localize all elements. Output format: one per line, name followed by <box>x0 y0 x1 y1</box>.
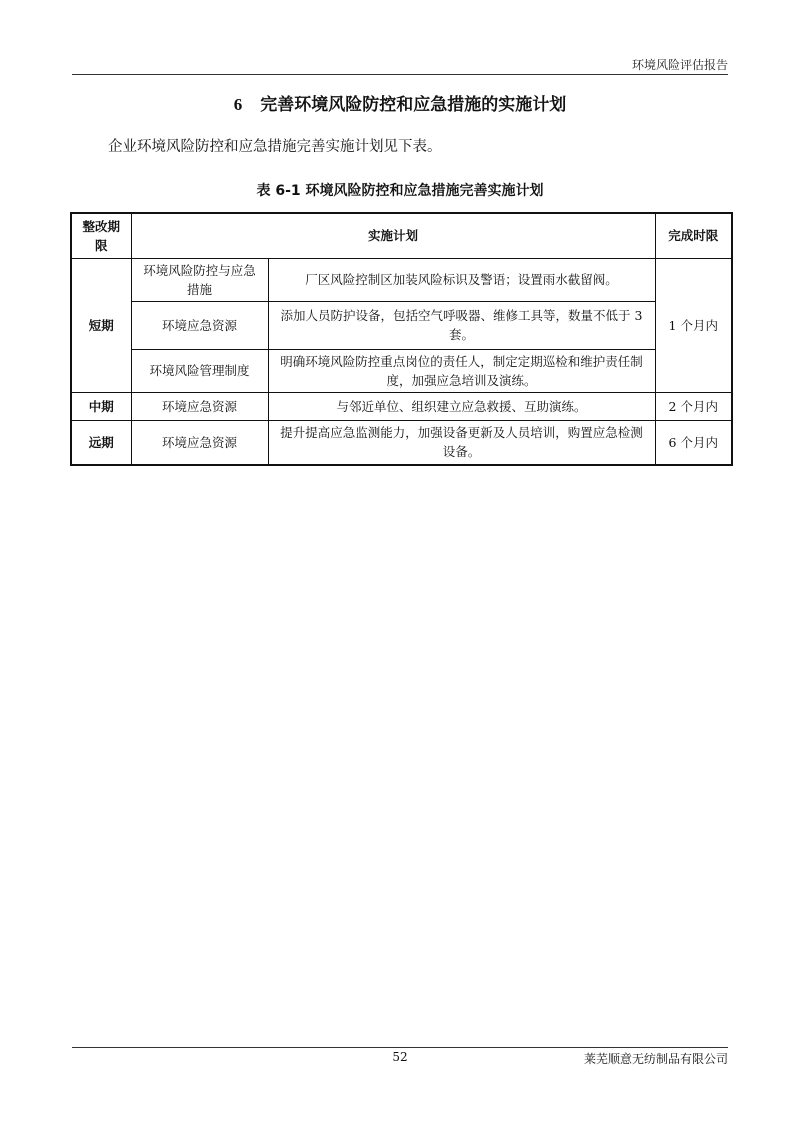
section-title: 完善环境风险防控和应急措施的实施计划 <box>260 95 567 115</box>
measure-cell: 明确环境风险防控重点岗位的责任人，制定定期巡检和维护责任制度，加强应急培训及演练。 <box>268 349 655 392</box>
term-cell-long: 远期 <box>71 420 131 465</box>
category-cell: 环境风险管理制度 <box>131 349 268 392</box>
category-cell: 环境应急资源 <box>131 420 268 465</box>
implementation-plan-table <box>70 212 733 466</box>
intro-paragraph: 企业环境风险防控和应急措施完善实施计划见下表。 <box>108 139 442 155</box>
term-cell-short: 短期 <box>71 258 131 392</box>
table-row <box>71 349 732 392</box>
section-heading <box>72 90 728 115</box>
measure-cell: 添加人员防护设备，包括空气呼吸器、维修工具等，数量不低于 3 套。 <box>268 301 655 349</box>
header-plan: 实施计划 <box>131 213 655 258</box>
footer-company: 莱芜顺意无纺制品有限公司 <box>583 1052 728 1066</box>
term-cell-mid: 中期 <box>71 392 131 420</box>
deadline-cell-long: 6 个月内 <box>655 420 732 465</box>
deadline-cell-mid: 2 个月内 <box>655 392 732 420</box>
deadline-cell-short: 1 个月内 <box>655 258 732 392</box>
header-divider <box>72 74 728 75</box>
table-row <box>71 392 732 420</box>
measure-cell: 厂区风险控制区加装风险标识及警语；设置雨水截留阀。 <box>268 258 655 301</box>
category-cell: 环境应急资源 <box>131 392 268 420</box>
category-cell: 环境应急资源 <box>131 301 268 349</box>
header-term: 整改期限 <box>71 213 131 258</box>
page-number: 52 <box>392 1050 408 1064</box>
table-row <box>71 301 732 349</box>
measure-cell: 提升提高应急监测能力，加强设备更新及人员培训，购置应急检测设备。 <box>268 420 655 465</box>
running-header: 环境风险评估报告 <box>631 58 728 72</box>
header-deadline: 完成时限 <box>655 213 732 258</box>
measure-cell: 与邻近单位、组织建立应急救援、互助演练。 <box>268 392 655 420</box>
section-number: 6 <box>233 95 243 114</box>
table-row <box>71 420 732 465</box>
category-cell: 环境风险防控与应急措施 <box>131 258 268 301</box>
table-caption: 表 6-1 环境风险防控和应急措施完善实施计划 <box>256 183 544 199</box>
footer-divider <box>72 1047 728 1048</box>
table-row <box>71 258 732 301</box>
table-header-row <box>71 213 732 258</box>
